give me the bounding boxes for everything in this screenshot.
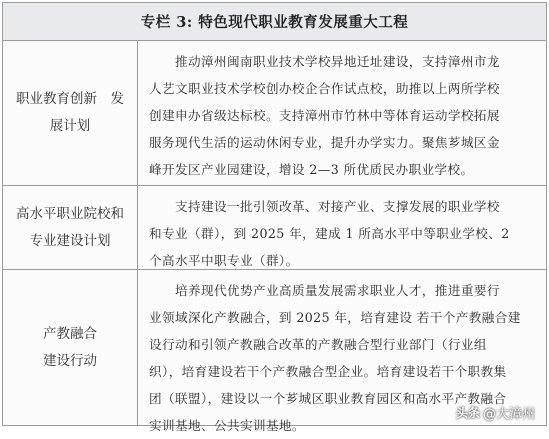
description-line: 和专业（群），到 2025 年，建成 1 所高水平中等职业学校、2 [149,226,510,241]
table-row [3,41,546,186]
row-description [139,41,546,185]
description-line: 团（联盟），建设以一个芗城区职业教育园区和高水平产教融合 [149,391,507,406]
description-line: 织），培育建设若干个产教融合型企业。培育建设若干个职教集 [149,364,507,379]
row-description [139,186,546,269]
row-label [3,41,138,185]
description-line: 人艺文职业技术学校创办校企合作试点校，助推以上两所学校 [149,81,500,96]
row-label-line: 展计划 [49,118,91,134]
row-label-line: 建设行动 [43,352,97,369]
description-line: 推动漳州闽南职业技术学校异地迁址建设，支持漳州市龙 [175,54,500,69]
description-line: 峰开发区产业园建设，增设 2—3 所优质民办职业学校。 [149,162,474,177]
description-line: 培养现代优势产业高质量发展需求职业人才，推进重要行 [175,283,500,298]
description-line: 实训基地、公共实训基地。 [149,418,305,433]
table-row [3,270,546,433]
description-line: 服务现代生活的运动休闲专业，提升办学实力。聚焦芗城区金 [149,135,500,150]
row-label-line: 高水平职业院校和 [16,205,124,222]
row-label [3,270,138,425]
description-line: 业领域深化产教融合，到 2025 年，培育建设 若干个产教融合建 [149,310,521,325]
row-description [139,270,546,433]
toutiao-logo-icon: 头条 [455,406,480,420]
description-line: 个高水平中职专业（群）。 [149,253,299,268]
row-label-line: 专业建设计划 [29,232,111,249]
watermark-text: @大漳州 [482,407,535,422]
table-title: 专栏 3: 特色现代职业教育发展重大工程 [3,3,546,41]
project-table [2,2,547,433]
row-label [3,186,138,269]
description-line: 支持建设一批引领改革、对接产业、支撑发展的职业学校 [175,199,500,214]
watermark [456,403,535,422]
row-label-line: 产教融合 [43,325,97,342]
row-label-line: 职业教育创新 发 [16,91,124,107]
description-line: 设行动和引领产教融合改革的产教融合型行业部门（行业组 [149,337,487,352]
table-row [3,186,546,270]
description-line: 创建申办省级达标校。支持漳州市竹林中等体育运动学校拓展 [149,108,500,123]
